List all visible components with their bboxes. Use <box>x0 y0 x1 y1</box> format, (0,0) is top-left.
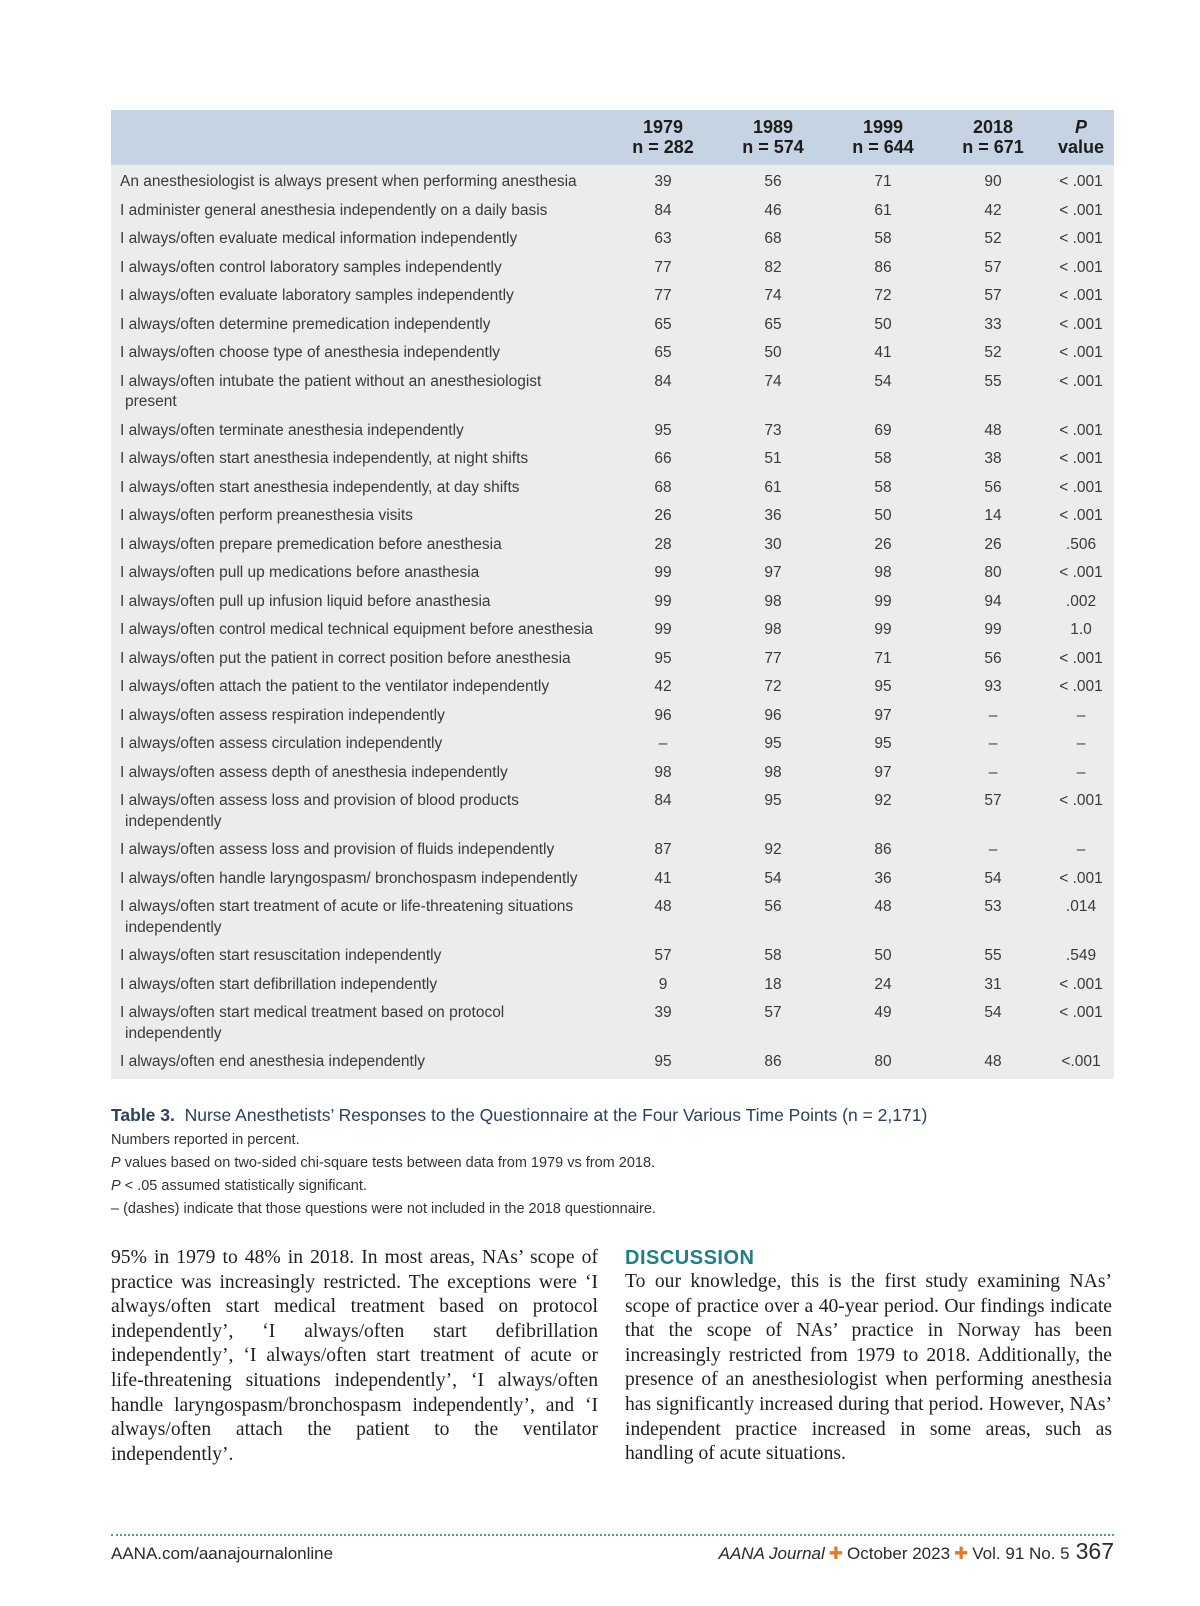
cell-1999: 92 <box>874 792 892 809</box>
question-text: I always/often end anesthesia independently <box>120 1053 426 1070</box>
question-cell <box>111 893 608 942</box>
question-text: I always/often start medical treatment based on protocol independently <box>120 1004 505 1042</box>
header-2018 <box>938 110 1048 165</box>
question-text: I always/often choose type of anesthesia independently <box>120 344 501 361</box>
cell-1989: 86 <box>764 1053 782 1070</box>
cell-1979: 26 <box>654 507 672 524</box>
cell-2018: 26 <box>984 535 1002 553</box>
header-1979-year: 1979 <box>642 117 684 137</box>
table-row <box>111 502 1114 531</box>
header-1989 <box>718 110 828 165</box>
cell-1999: 99 <box>874 592 892 610</box>
question-cell <box>111 942 608 971</box>
cell-1989: 92 <box>764 841 782 858</box>
cell-1979: 41 <box>654 869 672 887</box>
question-text: I always/often start defibrillation independently <box>120 975 438 993</box>
question-text: I always/often pull up medications before anasthesia <box>120 564 480 581</box>
table-row <box>111 254 1114 283</box>
table-row <box>111 645 1114 674</box>
cell-1979: 77 <box>654 258 672 276</box>
cell-1979: 77 <box>654 287 672 304</box>
question-cell <box>111 673 608 702</box>
cell-1989: 65 <box>764 315 782 333</box>
cell-1979: 68 <box>654 478 672 496</box>
cell-1989: 74 <box>764 287 782 304</box>
table-row <box>111 1048 1114 1079</box>
caption-note-significance-text: < .05 assumed statistically significant. <box>120 1178 367 1194</box>
table-row <box>111 893 1114 942</box>
table-row <box>111 759 1114 788</box>
responses-table <box>111 110 1114 1079</box>
header-1999 <box>828 110 938 165</box>
cell-2018: – <box>988 735 998 752</box>
cell-1999: 50 <box>874 315 892 333</box>
cell-1989: 61 <box>764 478 782 496</box>
cell-2018: 57 <box>984 258 1002 276</box>
cell-1999: 54 <box>874 372 892 390</box>
cell-1989: 50 <box>764 344 782 361</box>
header-1999-n: n = 644 <box>852 137 914 157</box>
question-cell <box>111 759 608 788</box>
cell-1989: 56 <box>764 898 782 915</box>
cell-p-value: < .001 <box>1059 315 1103 333</box>
question-text: I always/often assess respiration independently <box>120 706 445 724</box>
question-cell <box>111 865 608 894</box>
discussion-heading: DISCUSSION <box>625 1247 755 1269</box>
footer-journal-name: AANA Journal <box>718 1544 825 1563</box>
cell-1979: 95 <box>654 649 672 667</box>
cell-1989: 30 <box>764 535 782 553</box>
caption-note-dashes: – (dashes) indicate that those questions were not included in the 2018 questionnaire. <box>111 1201 656 1217</box>
cell-1999: 61 <box>874 201 892 219</box>
cell-1999: 58 <box>874 450 892 467</box>
cell-2018: 99 <box>984 621 1002 638</box>
cell-1979: 84 <box>654 201 672 219</box>
cell-1999: 58 <box>874 478 892 496</box>
footer-divider <box>111 1534 1114 1536</box>
cell-2018: 31 <box>984 975 1002 993</box>
cell-p-value: < .001 <box>1059 869 1103 887</box>
cell-p-value: < .001 <box>1059 564 1103 581</box>
question-text: I always/often evaluate laboratory samples independently <box>120 287 514 304</box>
question-text: I always/often attach the patient to the ventilator independently <box>120 678 550 695</box>
cell-1989: 96 <box>764 706 782 724</box>
question-cell <box>111 368 608 417</box>
cell-p-value: < .001 <box>1059 507 1103 524</box>
cell-p-value: – <box>1076 841 1086 858</box>
footer-website: AANA.com/aanajournalonline <box>111 1544 334 1563</box>
question-text: I always/often control laboratory samples independently <box>120 258 502 276</box>
caption-note-p-symbol: P <box>111 1155 121 1171</box>
header-p: P <box>1074 117 1087 137</box>
table-row <box>111 165 1114 197</box>
cell-1979: 96 <box>654 706 672 724</box>
cell-1979: 65 <box>654 315 672 333</box>
table-row <box>111 282 1114 311</box>
question-cell <box>111 787 608 836</box>
header-1979-n: n = 282 <box>632 137 694 157</box>
cell-1979: – <box>658 735 668 752</box>
body-column-left <box>111 1246 598 1467</box>
table-row <box>111 588 1114 617</box>
header-1999-year: 1999 <box>862 117 904 137</box>
cell-1989: 95 <box>764 735 782 752</box>
cell-1999: 95 <box>874 735 892 752</box>
cell-2018: – <box>988 841 998 858</box>
cell-1979: 9 <box>658 975 668 993</box>
question-text: I always/often prepare premedication before anesthesia <box>120 535 502 553</box>
table-header-row <box>111 110 1114 165</box>
cell-1999: 26 <box>874 535 892 553</box>
cell-1999: 86 <box>874 258 892 276</box>
question-text: I always/often assess loss and provision of blood products independently <box>120 792 519 830</box>
question-cell <box>111 197 608 226</box>
question-cell <box>111 445 608 474</box>
cell-1979: 39 <box>654 173 672 190</box>
cell-1999: 97 <box>874 763 892 781</box>
cell-1979: 63 <box>654 230 672 247</box>
question-cell <box>111 502 608 531</box>
cell-2018: 52 <box>984 230 1002 247</box>
cell-1979: 28 <box>654 535 672 553</box>
table-row <box>111 311 1114 340</box>
table-row <box>111 559 1114 588</box>
question-text: I always/often assess circulation independently <box>120 735 443 752</box>
cell-p-value: < .001 <box>1059 421 1103 439</box>
header-p-value <box>1048 110 1114 165</box>
table-row <box>111 531 1114 560</box>
table-body <box>111 165 1114 1079</box>
cell-1989: 56 <box>764 173 782 190</box>
cell-1989: 46 <box>764 201 782 219</box>
cell-1999: 50 <box>874 507 892 524</box>
cell-1989: 82 <box>764 258 782 276</box>
cell-1979: 39 <box>654 1004 672 1021</box>
caption-label: Table 3. <box>111 1105 175 1125</box>
cell-1979: 95 <box>654 1053 672 1070</box>
data-table-container <box>111 110 1114 1079</box>
question-text: I always/often intubate the patient without an anesthesiologist present <box>120 372 542 410</box>
caption-title-text: Nurse Anesthetists’ Responses to the Questionnaire at the Four Various Time Points (n = 2,171) <box>184 1105 928 1125</box>
question-cell <box>111 339 608 368</box>
cell-1979: 66 <box>654 450 672 467</box>
cell-1999: 95 <box>874 678 892 695</box>
question-text: I always/often start anesthesia independently, at day shifts <box>120 478 520 496</box>
question-text: I always/often perform preanesthesia visits <box>120 507 413 524</box>
cell-p-value: < .001 <box>1059 173 1103 190</box>
cell-2018: 54 <box>984 869 1002 887</box>
cell-1979: 87 <box>654 841 672 858</box>
question-text: I always/often start resuscitation independently <box>120 947 442 964</box>
table-row <box>111 787 1114 836</box>
cell-2018: 33 <box>984 315 1002 333</box>
cell-1989: 77 <box>764 649 782 667</box>
cell-1989: 58 <box>764 947 782 964</box>
table-row <box>111 445 1114 474</box>
caption-note-pvalues-text: values based on two-sided chi-square tests between data from 1979 vs from 2018. <box>120 1155 656 1171</box>
cell-1979: 84 <box>654 792 672 809</box>
question-cell <box>111 971 608 1000</box>
cell-1979: 57 <box>654 947 672 964</box>
cell-2018: 54 <box>984 1004 1002 1021</box>
question-text: I always/often pull up infusion liquid before anasthesia <box>120 592 491 610</box>
cell-p-value: < .001 <box>1059 649 1103 667</box>
question-text: I always/often start treatment of acute or life-threatening situations independently <box>120 898 574 936</box>
caption-note-pvalues <box>111 1152 1111 1175</box>
body-paragraph-left: 95% in 1979 to 48% in 2018. In most areas, NAs’ scope of practice was increasingly restricted. The exceptions were ‘I always/often start medical treatment based on protocol independently’, ‘I always/often start defibrillation independently’, ‘I always/often start treatment of acute or life-threatening situations independently’, ‘I always/often handle laryngospasm/bronchospasm independently’, and ‘I always/often attach the patient to the ventilator independently’. <box>111 1247 598 1465</box>
question-text: I administer general anesthesia independently on a daily basis <box>120 201 548 219</box>
table-row <box>111 999 1114 1048</box>
question-cell <box>111 999 608 1048</box>
table-caption <box>111 1104 1111 1221</box>
body-column-right <box>625 1246 1112 1467</box>
header-2018-n: n = 671 <box>962 137 1024 157</box>
footer-journal-info <box>719 1538 1114 1565</box>
cell-p-value: .014 <box>1065 898 1097 915</box>
table-row <box>111 836 1114 865</box>
cell-2018: 52 <box>984 344 1002 361</box>
cell-1979: 42 <box>654 678 672 695</box>
question-text: An anesthesiologist is always present when performing anesthesia <box>120 173 577 190</box>
cell-p-value: < .001 <box>1059 450 1103 467</box>
cell-1989: 98 <box>764 592 782 610</box>
question-text: I always/often start anesthesia independently, at night shifts <box>120 450 529 467</box>
table-row <box>111 971 1114 1000</box>
cell-1979: 99 <box>654 564 672 581</box>
cell-1979: 95 <box>654 421 672 439</box>
table-row <box>111 702 1114 731</box>
cell-p-value: < .001 <box>1059 478 1103 496</box>
cell-1989: 54 <box>764 869 782 887</box>
table-row <box>111 673 1114 702</box>
caption-note-significance <box>111 1175 1111 1198</box>
cell-1999: 50 <box>874 947 892 964</box>
footer-volume: Vol. 91 No. 5 <box>972 1544 1070 1563</box>
footer-cross-icon-2: ✚ <box>954 1544 969 1563</box>
question-cell <box>111 645 608 674</box>
cell-1989: 74 <box>764 372 782 390</box>
question-cell <box>111 474 608 503</box>
cell-p-value: .002 <box>1065 592 1097 610</box>
table-row <box>111 368 1114 417</box>
cell-p-value: .549 <box>1065 947 1097 964</box>
cell-2018: 55 <box>984 947 1002 964</box>
question-cell <box>111 225 608 254</box>
cell-1999: 99 <box>874 621 892 638</box>
cell-2018: 53 <box>984 898 1002 915</box>
cell-p-value: – <box>1076 706 1086 724</box>
cell-2018: – <box>988 763 998 781</box>
cell-1999: 48 <box>874 898 892 915</box>
question-cell <box>111 311 608 340</box>
cell-2018: 55 <box>984 372 1002 390</box>
question-text: I always/often control medical technical equipment before anesthesia <box>120 621 594 638</box>
table-row <box>111 417 1114 446</box>
cell-1979: 65 <box>654 344 672 361</box>
cell-1979: 99 <box>654 592 672 610</box>
cell-1999: 80 <box>874 1053 892 1070</box>
cell-1999: 69 <box>874 421 892 439</box>
cell-2018: 14 <box>984 507 1002 524</box>
cell-1989: 72 <box>764 678 782 695</box>
cell-1999: 24 <box>874 975 892 993</box>
cell-2018: 57 <box>984 792 1002 809</box>
cell-1999: 97 <box>874 706 892 724</box>
question-cell <box>111 282 608 311</box>
question-text: I always/often assess depth of anesthesia independently <box>120 763 508 781</box>
header-2018-year: 2018 <box>972 117 1014 137</box>
question-text: I always/often put the patient in correct position before anesthesia <box>120 649 571 667</box>
header-question <box>111 110 608 165</box>
cell-1979: 84 <box>654 372 672 390</box>
cell-1999: 58 <box>874 230 892 247</box>
question-text: I always/often assess loss and provision of fluids independently <box>120 841 555 858</box>
header-1989-n: n = 574 <box>742 137 804 157</box>
table-row <box>111 616 1114 645</box>
body-paragraph-right: To our knowledge, this is the first study examining NAs’ scope of practice over a 40-year period. Our findings indicate that the scope of NAs’ practice in Norway has been increasingly restricted from 1979 to 2018. Additionally, the presence of an anesthesiologist when performing anesthesia has significantly increased during that period. However, NAs’ independent practice increased in some areas, such as handling of acute situations. <box>625 1271 1112 1465</box>
cell-p-value: < .001 <box>1059 287 1103 304</box>
cell-p-value: < .001 <box>1059 258 1103 276</box>
cell-2018: 42 <box>984 201 1002 219</box>
cell-p-value: < .001 <box>1059 975 1103 993</box>
cell-1979: 48 <box>654 898 672 915</box>
cell-p-value: < .001 <box>1059 344 1103 361</box>
cell-2018: 38 <box>984 450 1002 467</box>
cell-p-value: 1.0 <box>1070 621 1092 638</box>
table-row <box>111 339 1114 368</box>
cell-1999: 98 <box>874 564 892 581</box>
question-cell <box>111 165 608 197</box>
table-row <box>111 225 1114 254</box>
cell-1989: 68 <box>764 230 782 247</box>
caption-title <box>111 1104 1111 1126</box>
cell-p-value: – <box>1076 735 1086 752</box>
cell-2018: – <box>988 706 998 724</box>
question-cell <box>111 254 608 283</box>
cell-2018: 94 <box>984 592 1002 610</box>
cell-1989: 97 <box>764 564 782 581</box>
question-cell <box>111 417 608 446</box>
cell-p-value: < .001 <box>1059 230 1103 247</box>
footer-date: October 2023 <box>847 1544 951 1563</box>
question-cell <box>111 531 608 560</box>
cell-1989: 95 <box>764 792 782 809</box>
cell-p-value: .506 <box>1065 535 1097 553</box>
question-cell <box>111 702 608 731</box>
table-row <box>111 865 1114 894</box>
question-text: I always/often determine premedication independently <box>120 315 491 333</box>
cell-p-value: – <box>1076 763 1086 781</box>
cell-1979: 99 <box>654 621 672 638</box>
question-text: I always/often evaluate medical information independently <box>120 230 518 247</box>
question-cell <box>111 730 608 759</box>
cell-p-value: < .001 <box>1059 1004 1103 1021</box>
question-cell <box>111 1048 608 1079</box>
cell-2018: 93 <box>984 678 1002 695</box>
cell-2018: 56 <box>984 649 1002 667</box>
cell-1999: 36 <box>874 869 892 887</box>
cell-1999: 71 <box>874 649 892 667</box>
cell-2018: 90 <box>984 173 1002 190</box>
cell-1999: 72 <box>874 287 892 304</box>
cell-p-value: < .001 <box>1059 201 1103 219</box>
question-cell <box>111 616 608 645</box>
cell-p-value: < .001 <box>1059 792 1103 809</box>
table-row <box>111 474 1114 503</box>
cell-2018: 48 <box>984 1053 1002 1070</box>
question-text: I always/often handle laryngospasm/ bronchospasm independently <box>120 869 578 887</box>
footer-page-number: 367 <box>1075 1538 1114 1564</box>
cell-1989: 18 <box>764 975 782 993</box>
cell-1999: 71 <box>874 173 892 190</box>
question-cell <box>111 559 608 588</box>
table-row <box>111 730 1114 759</box>
cell-1989: 98 <box>764 763 782 781</box>
cell-1989: 98 <box>764 621 782 638</box>
cell-1999: 86 <box>874 841 892 858</box>
table-row <box>111 942 1114 971</box>
cell-2018: 56 <box>984 478 1002 496</box>
header-value: value <box>1057 137 1105 157</box>
cell-2018: 48 <box>984 421 1002 439</box>
cell-1999: 41 <box>874 344 892 361</box>
question-text: I always/often terminate anesthesia independently <box>120 421 464 439</box>
cell-1989: 36 <box>764 507 782 524</box>
question-cell <box>111 836 608 865</box>
question-cell <box>111 588 608 617</box>
footer-cross-icon: ✚ <box>828 1544 844 1563</box>
cell-p-value: < .001 <box>1059 678 1103 695</box>
cell-1979: 98 <box>654 763 672 781</box>
cell-2018: 57 <box>984 287 1002 304</box>
cell-p-value: <.001 <box>1061 1053 1101 1070</box>
header-1989-year: 1989 <box>752 117 794 137</box>
cell-p-value: < .001 <box>1059 372 1103 390</box>
cell-1999: 49 <box>874 1004 892 1021</box>
cell-2018: 80 <box>984 564 1002 581</box>
caption-note-p-symbol-2: P <box>111 1178 121 1194</box>
caption-note-percent: Numbers reported in percent. <box>111 1132 300 1148</box>
table-row <box>111 197 1114 226</box>
cell-1989: 73 <box>764 421 782 439</box>
cell-1989: 57 <box>764 1004 782 1021</box>
header-1979 <box>608 110 718 165</box>
cell-1989: 51 <box>764 450 782 467</box>
